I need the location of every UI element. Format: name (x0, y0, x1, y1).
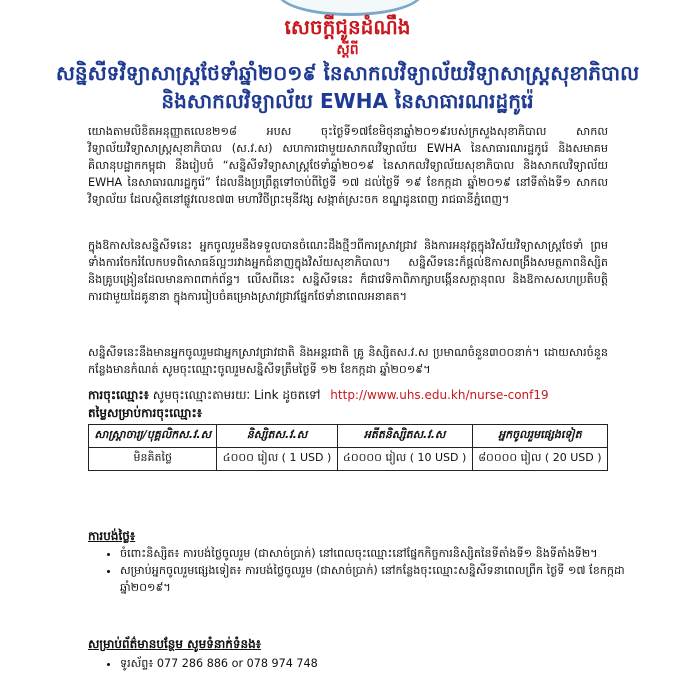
contact-title: សម្រាប់ព័ត៌មានបន្ថែម សូមទំនាក់ទំនង៖ (88, 637, 261, 651)
payment-list (104, 545, 625, 596)
fee-staff: មិនគិតថ្លៃ (89, 448, 217, 471)
fees-title: តម្លៃសម្រាប់ការចុះឈ្មោះ៖ (88, 406, 203, 420)
registration-text: សូមចុះឈ្មោះតាមរយៈ Link ដូចតទៅ (152, 388, 321, 402)
fee-header-alumni: អតីតនិស្សិតស.វ.ស (337, 425, 472, 448)
fee-alumni: ៤០០០០ រៀល ( 10 USD ) (337, 448, 472, 471)
list-item: • សម្រាប់អ្នកចូលរួមផ្សេងទៀត៖ ការបង់ថ្លៃចូលរួម (ជាសាច់ប្រាក់) នៅកន្លែងចុះឈ្មោះសន្និសីទនាពេលព្រឹក ថ្ងៃទី ១៧ ខែកក្កដា ឆ្នាំ២០១៩។ (120, 562, 625, 596)
contact-list (104, 655, 625, 672)
fee-table-row (89, 448, 608, 471)
notice-title: សេចក្តីជូនដំណឹង (284, 15, 411, 39)
registration-line (88, 387, 549, 405)
registration-label: ការចុះឈ្មោះ៖ (88, 388, 149, 402)
paragraph-participants: សន្និសីទនេះនឹងមានអ្នកចូលរួមជាអ្នកស្រាវជ្រាវជាតិ និងអន្តរជាតិ គ្រូ និស្សិតស.វ.ស ប្រមាណចំនួន៣០០នាក់។ ដោយសារចំនួនកន្លែងមានកំណត់ សូមចុះឈ្មោះចូលរួមសន្និសីទត្រឹមថ្ងៃទី ១២ ខែកក្កដា ឆ្នាំ២០១៩។ (88, 346, 608, 376)
payment-title: ការបង់ថ្លៃ៖ (88, 529, 136, 543)
paragraph-purpose: ក្នុងឱកាសនៃសន្និសីទនេះ អ្នកចូលរួមនឹងទទួលបានចំណេះដឹងថ្មីៗពីការស្រាវជ្រាវ និងការអនុវត្តក្នុងវិស័យវិទ្យាសាស្ត្រថែទាំ ព្រមទាំងការចែករំលែកបទពិសោធន៍ល្អៗរវាងអ្នកជំនាញក្នុងវិស័យសុខាភិបាល។ សន្និសីទនេះក៏ផ្តល់ឱកាសពង្រឹងសមត្ថភាពនិស្សិត និងគ្រូបង្រៀនដែលមានភាពពាក់ព័ន្ធ។ លើសពីនេះ សន្និសីទនេះ ក៏ជាវេទិកាពិភាក្សាបង្កើនសក្តានុពល និងឱកាសសហប្រតិបត្តិការជាមួយដៃគូនានា ក្នុងការរៀបចំគម្រោងស្រាវជ្រាវផ្នែកថែទាំនាពេលអនាគត។ (88, 239, 608, 303)
fee-header-other: អ្នកចូលរួមផ្សេងទៀត (472, 425, 607, 448)
fee-header-staff: សាស្ត្រាចារ្យ/បុគ្គលិកស.វ.ស (89, 425, 217, 448)
fee-table-header (89, 425, 608, 448)
list-item: • ចំពោះនិស្សិត៖ ការបង់ថ្លៃចូលរួម (ជាសាច់ប្រាក់) នៅពេលចុះឈ្មោះនៅផ្នែកកិច្ចការនិស្សិតនៃទីតាំងទី១ និងទីតាំងទី២។ (120, 545, 625, 562)
conference-title-line2: និងសាកលវិទ្យាល័យ EWHA នៃសាធារណរដ្ឋកូរ៉េ (161, 89, 534, 113)
fee-header-student: និស្សិតស.វ.ស (217, 425, 337, 448)
fee-table (88, 424, 608, 471)
conference-title-line1: សន្និសីទវិទ្យាសាស្ត្រថែទាំឆ្នាំ២០១៩ នៃសាកលវិទ្យាល័យវិទ្យាសាស្ត្រសុខាភិបាល (55, 61, 640, 85)
contact-phone: • ទូរស័ព្ទ៖ 077 286 886 or 078 974 748 (120, 655, 625, 672)
registration-link[interactable]: http://www.uhs.edu.kh/nurse-conf19 (330, 388, 549, 402)
notice-subtitle: ស្តីពី (336, 42, 359, 58)
paragraph-intro: យោងតាមលិខិតអនុញ្ញាតលេខ២១៨ អបស ចុះថ្ងៃទី១៧ខែមិថុនាឆ្នាំ២០១៩របស់ក្រសួងសុខាភិបាល សាកលវិទ្យាល័យវិទ្យាសាស្ត្រសុខាភិបាល (ស.វ.ស) សហការជាមួយសាកលវិទ្យាល័យ EWHA នៃសាធារណរដ្ឋកូរ៉េ និងសមាគមគិលានុបដ្ឋាកកម្ពុជា នឹងរៀបចំ “សន្និសីទវិទ្យាសាស្ត្រថែទាំឆ្នាំ២០១៩ នៃសាកលវិទ្យាល័យសុខាភិបាល និងសាកលវិទ្យាល័យ EWHA នៃសាធារណរដ្ឋកូរ៉េ” ដែលនឹងប្រព្រឹត្តទៅចាប់ពីថ្ងៃទី ១៧ ដល់ថ្ងៃទី ១៩ ខែកក្កដា ឆ្នាំ២០១៩ នៅទីតាំងទី១ សាកលវិទ្យាល័យ ដែលស្ថិតនៅផ្លូវលេខ៧៣ មហាវិថីព្រះមុនីវង្ស សង្កាត់ស្រះចក ខណ្ឌដូនពេញ រាជធានីភ្នំពេញ។ (88, 125, 608, 206)
fee-other: ៨០០០០ រៀល ( 20 USD ) (472, 448, 607, 471)
fee-student: ៤០០០ រៀល ( 1 USD ) (217, 448, 337, 471)
